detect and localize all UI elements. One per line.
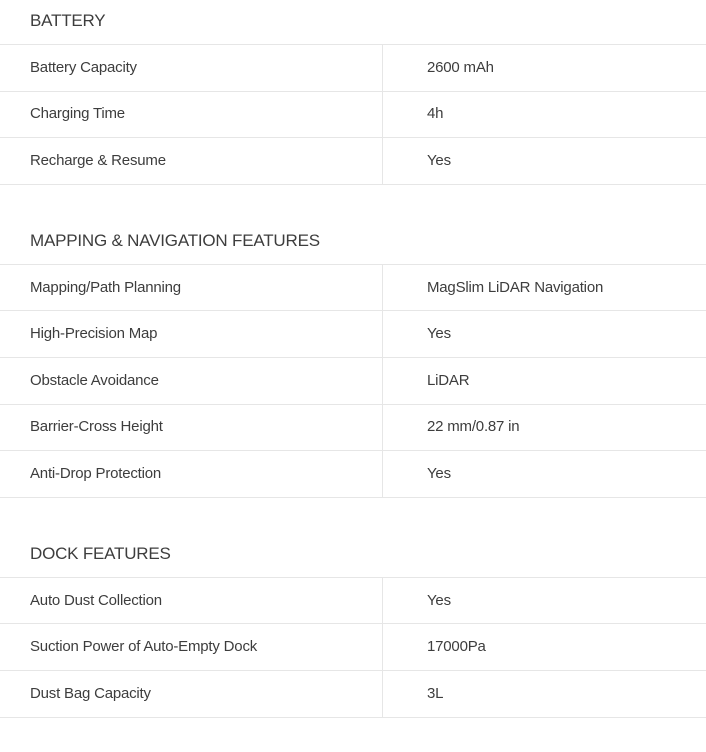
table-row: [0, 138, 706, 185]
spec-label: Battery Capacity: [0, 45, 383, 91]
spec-label: Barrier-Cross Height: [0, 405, 383, 451]
spec-label: Auto Dust Collection: [0, 578, 383, 624]
spec-section: [0, 11, 706, 185]
spec-label: High-Precision Map: [0, 311, 383, 357]
spec-label: Recharge & Resume: [0, 138, 383, 184]
spec-value: 17000Pa: [427, 638, 486, 656]
table-row: [0, 671, 706, 718]
spec-value: Yes: [427, 464, 451, 482]
table-row: [0, 578, 706, 625]
section-title: MAPPING & NAVIGATION FEATURES: [30, 230, 320, 250]
spec-section: [0, 544, 706, 718]
spec-table: [0, 44, 706, 185]
spec-value: 2600 mAh: [427, 58, 494, 76]
spec-section: [0, 231, 706, 498]
spec-label: Mapping/Path Planning: [0, 265, 383, 311]
spec-label: Charging Time: [0, 92, 383, 138]
table-row: [0, 624, 706, 671]
spec-table: [0, 264, 706, 498]
spec-label: Anti-Drop Protection: [0, 451, 383, 497]
spec-value: Yes: [427, 325, 451, 343]
spec-value: 4h: [427, 105, 444, 123]
spec-value: 22 mm/0.87 in: [427, 418, 520, 436]
spec-value: Yes: [427, 151, 451, 169]
spec-label: Obstacle Avoidance: [0, 358, 383, 404]
section-title: BATTERY: [30, 11, 106, 30]
spec-value: MagSlim LiDAR Navigation: [427, 278, 604, 296]
spec-table: [0, 577, 706, 718]
table-row: [0, 405, 706, 452]
spec-value: 3L: [427, 684, 444, 702]
section-title: DOCK FEATURES: [30, 543, 171, 563]
table-row: [0, 358, 706, 405]
spec-value: LiDAR: [427, 371, 470, 389]
table-row: [0, 311, 706, 358]
spec-label: Suction Power of Auto-Empty Dock: [0, 624, 383, 670]
table-row: [0, 265, 706, 312]
table-row: [0, 45, 706, 92]
table-row: [0, 451, 706, 498]
spec-label: Dust Bag Capacity: [0, 671, 383, 717]
table-row: [0, 92, 706, 139]
spec-value: Yes: [427, 591, 451, 609]
